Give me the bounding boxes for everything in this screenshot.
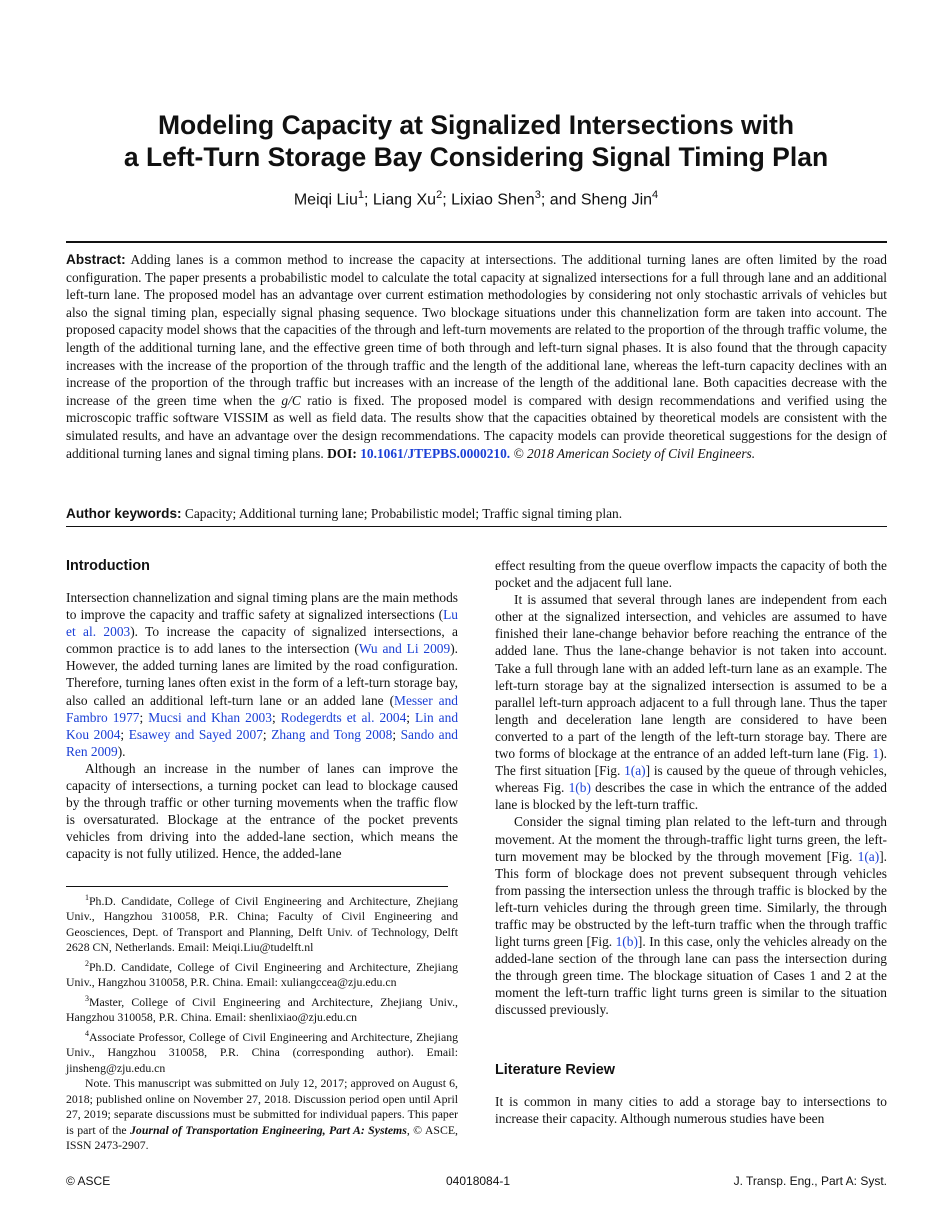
intro-paragraph-2: Although an increase in the number of lanes can improve the capacity of intersections, a turning pocket can lead to blockage caused by the through traffic or other turning movements when the traffic flow is oversaturated. Blockage at the entrance of the pocket prevents vehicles from driving into the added-lane section, which means the capacity is not fully utilized. Hence, the added-lane: [66, 760, 458, 862]
lit-paragraph-1: It is common in many cities to add a storage bay to intersections to increase their capacity. Although numerous studies have been: [495, 1093, 887, 1126]
paragraph-text: describes the case in which the entrance of the added lane is blocked by the left-turn traffic.: [495, 780, 887, 813]
title-line-1: Modeling Capacity at Signalized Intersections with: [157, 110, 795, 140]
abstract: [66, 251, 887, 462]
citation-link[interactable]: 1(b): [615, 934, 638, 950]
footnote-2: [66, 956, 458, 991]
author-name: Sheng Jin: [580, 191, 653, 209]
left-column: [66, 557, 458, 863]
footnote-3: [66, 991, 458, 1026]
citation-link[interactable]: Messer and Fambro 1977: [66, 692, 458, 725]
paragraph-text: ;: [271, 709, 281, 725]
paragraph-text: ;: [392, 726, 401, 742]
keywords-text: Capacity; Additional turning lane; Probabilistic model; Traffic signal timing plan.: [184, 506, 623, 521]
keywords-label: Author keywords:: [66, 506, 182, 521]
paragraph-text: ). The first situation [Fig.: [495, 746, 887, 779]
section-heading-introduction: Introduction: [66, 558, 150, 574]
footnote-text: Ph.D. Candidate, College of Civil Engineering and Architecture, Zhejiang Univ., Hangzhou 310058, P.R. China; Faculty of Civil Engineering and Geosciences, Dept. of Transport and Planning, Delft Univ. of Technology, Delft 2628 CN, Netherlands. Email: Meiqi.Liu@tudelft.nl: [66, 893, 458, 955]
citation-link[interactable]: 1: [872, 746, 880, 762]
paragraph-text: ;: [139, 709, 149, 725]
paper-title: [60, 109, 892, 173]
author-affiliation-marker: 4: [652, 189, 659, 201]
author-name: Liang Xu: [372, 191, 437, 209]
keywords: [66, 505, 887, 523]
footnote-4: [66, 1026, 458, 1076]
abstract-label: Abstract:: [66, 252, 126, 267]
author-name: Meiqi Liu: [293, 191, 358, 209]
author-separator: ; and: [540, 191, 581, 209]
citation-link[interactable]: 1(a): [624, 763, 646, 779]
author-separator: ;: [442, 191, 452, 209]
citation-link[interactable]: Rodegerdts et al. 2004: [280, 709, 407, 725]
citation-link[interactable]: Wu and Li 2009: [358, 641, 451, 657]
title-line-2: a Left-Turn Storage Bay Considering Signal Timing Plan: [123, 142, 829, 172]
paragraph-text: ). However, the added turning lanes are limited by the road configuration. Therefore, turning lanes often exist in the form of a left-turn storage bay, also called an additional left-turn lane or an added lane (: [66, 641, 458, 708]
intro-paragraph-3: [495, 591, 887, 813]
doi-label: DOI:: [327, 445, 357, 461]
author-name: Lixiao Shen: [451, 191, 535, 209]
footnote-marker: 4: [85, 1028, 89, 1038]
author-list: [60, 189, 892, 209]
paragraph-text: Intersection channelization and signal timing plans are the main methods to improve the capacity and traffic safety at signalized intersections (: [66, 590, 458, 623]
footer-publisher: © ASCE: [66, 1174, 111, 1188]
footnote-text: Ph.D. Candidate, College of Civil Engineering and Architecture, Zhejiang Univ., Hangzhou 310058, P.R. China. Email: xuliangccea@zju.edu.cn: [66, 959, 458, 990]
footer-journal: J. Transp. Eng., Part A: Syst.: [733, 1174, 887, 1188]
citation-link[interactable]: Mucsi and Khan 2003: [148, 709, 272, 725]
footnote-marker: 3: [85, 993, 89, 1003]
citation-link[interactable]: Sando and Ren 2009: [66, 726, 458, 759]
intro-paragraph-1: [66, 589, 458, 760]
abstract-top-rule: [66, 241, 887, 243]
citation-link[interactable]: Lu et al. 2003: [66, 607, 458, 640]
note-text: Note. This manuscript was submitted on July 12, 2017; approved on August 6, 2018; published online on November 27, 2018. Discussion period open until April 27, 2019; separate discussions must be submitted for individual papers. This paper is part of the: [66, 1076, 458, 1137]
manuscript-note: [66, 1076, 458, 1154]
citation-link[interactable]: 1(a): [857, 848, 880, 864]
footnote-rule: [66, 886, 448, 887]
paragraph-text: ]. In this case, only the vehicles already on the added-lane section of the through lane can pass the intersection during the through green time. The blockage situation of Cases 1 and 2 at the moment the left-turn traffic light turns green is similar to the situation discussed previously.: [495, 934, 887, 1018]
citation-link[interactable]: Esawey and Sayed 2007: [128, 726, 263, 742]
intro-paragraph-2-continued: effect resulting from the queue overflow impacts the capacity of both the pocket and the adjacent full lane.: [495, 558, 887, 591]
paragraph-text: Consider the signal timing plan related to the left-turn and through movement. At the moment the through-traffic light turns green, the left-turn movement may be blocked by the through movement [Fig.: [495, 814, 887, 864]
doi-link[interactable]: 10.1061/JTEPBS.0000210.: [360, 445, 511, 461]
paragraph-text: ;: [120, 726, 129, 742]
citation-link[interactable]: Lin and Kou 2004: [66, 709, 459, 742]
abstract-ratio: g/C: [281, 392, 301, 408]
right-column: [495, 557, 887, 1127]
author-affiliation-marker: 3: [534, 189, 541, 201]
author-affiliation-marker: 2: [436, 189, 443, 201]
footnote-marker: 2: [85, 958, 89, 968]
paragraph-text: ).: [117, 743, 126, 759]
note-tail: , © ASCE, ISSN 2473-2907.: [66, 1122, 458, 1153]
paragraph-text: ). To increase the capacity of signalized intersections, a common practice is to add lanes to the intersection (: [66, 624, 458, 657]
footnote-text: Associate Professor, College of Civil Engineering and Architecture, Zhejiang Univ., Hangzhou 310058, P.R. China (corresponding author). Email: jinsheng@zju.edu.cn: [66, 1029, 458, 1075]
abstract-bottom-rule: [66, 526, 887, 527]
intro-paragraph-4: [495, 813, 887, 1018]
footnote-marker: 1: [85, 893, 89, 902]
citation-link[interactable]: 1(b): [568, 780, 591, 796]
footnote-text: Master, College of Civil Engineering and Architecture, Zhejiang Univ., Hangzhou 310058, P.R. China. Email: shenlixiao@zju.edu.cn: [66, 994, 458, 1025]
author-separator: ;: [364, 191, 373, 209]
paragraph-text: ;: [262, 726, 272, 742]
citation-link[interactable]: Zhang and Tong 2008: [271, 726, 393, 742]
copyright: © 2018 American Society of Civil Engineers.: [513, 445, 756, 461]
footnote-1: [66, 890, 458, 956]
paragraph-text: ] is caused by the queue of through vehicles, whereas Fig.: [495, 763, 887, 796]
paragraph-text: ]. This form of blockage does not prevent subsequent through vehicles from passing the intersection unless the through traffic is blocked by the left-turn vehicles during the through green time. Similarly, the through traffic may be obstructed by the left-turn traffic when the through traffic light turns green [Fig.: [495, 848, 887, 950]
footer-page-id: 04018084-1: [446, 1174, 511, 1188]
author-affiliation-marker: 1: [357, 189, 364, 201]
abstract-text-a: Adding lanes is a common method to increase the capacity at intersections. The additional turning lanes are often limited by the road configuration. The paper presents a probabilistic model to calculate the total capacity at signalized intersections for a full through lane and an additional left-turn lane. The proposed model has an advantage over current estimation methodologies by considering not only stochastic arrivals of vehicles but also the signal timing plan, especially signal phasing sequence. Two blockage situations under this channelization form are taken into account. The proposed capacity model shows that the capacities of the through and left-turn movements are related to the proportion of the through traffic volume, the length of the additional turning lane, and the effective green time of both through and left-turn signal phases. It is also found that the through capacity increases with the increase of the proportion of the through traffic and the length of the additional lane, whereas the left-turn capacity declines with an increase of the proportion of the through traffic but increases with an increase of the length of the additional lane. Both capacities decrease with the increase of the green time when the: [66, 252, 888, 408]
note-journal: Journal of Transportation Engineering, Part A: Systems: [130, 1122, 407, 1137]
paragraph-text: It is assumed that several through lanes are independent from each other at the signalized intersection, and vehicles are assumed to have finished their lane-change behavior before reaching the entrance of the added lane. Thus the lane-change behavior is not taken into account. Take a full through lane with an added left-turn lane as an example. The left-turn storage bay at the signalized intersection is assumed to be a parallel left-turn approach adjacent to a full through lane. Thus the taper length and deceleration lane length are considered to have been converted to a part of the length of the left-turn storage bay. There are two forms of blockage at the entrance of an added left-turn lane (Fig.: [495, 592, 887, 762]
abstract-text-b: ratio is fixed. The proposed model is compared with design recommendations and verified using the microscopic traffic software VISSIM as well as field data. The results show that the capacities obtained by theoretical models are consistent with the simulated results, and have an advantage over the design recommendations. The capacity models can provide theoretical suggestions for the design of additional turning lanes and signal timing plans.: [66, 392, 887, 461]
paragraph-text: ;: [406, 709, 416, 725]
section-heading-literature-review: Literature Review: [495, 1061, 615, 1078]
footnotes: [66, 890, 458, 1154]
